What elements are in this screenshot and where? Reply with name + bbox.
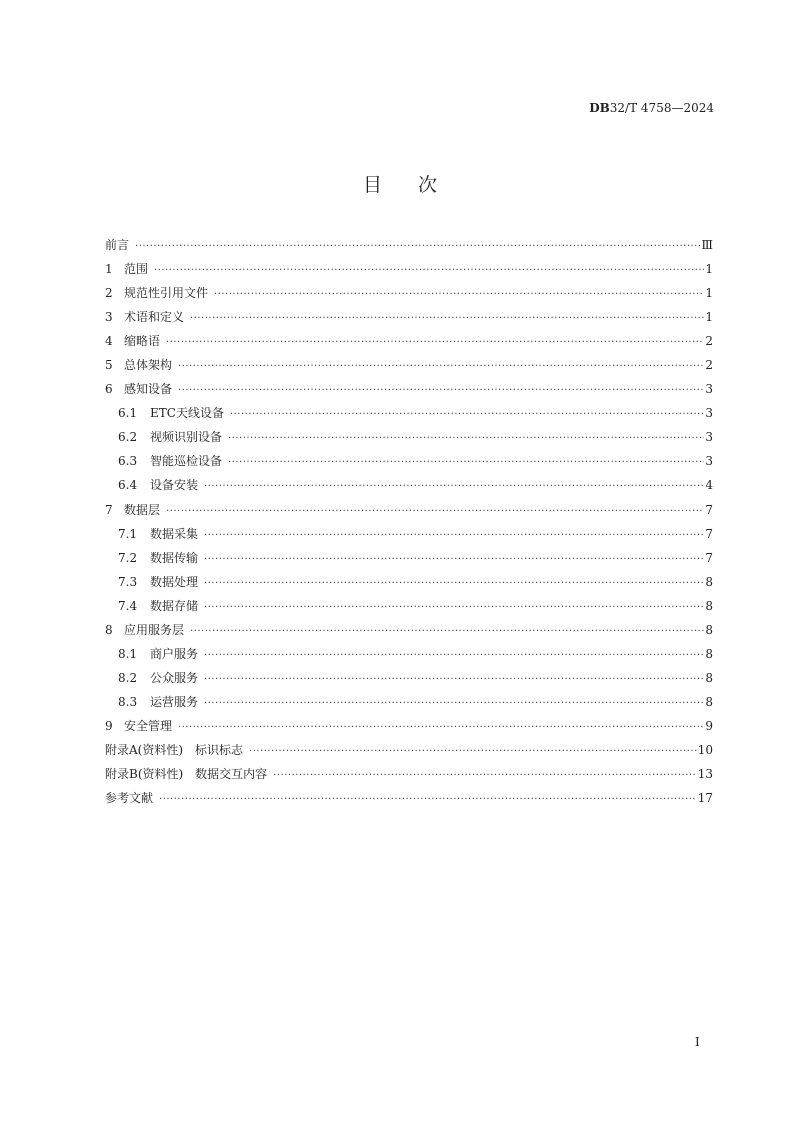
toc-page: 17 (697, 791, 713, 806)
toc-label: 感知设备 (124, 382, 173, 397)
toc-entry[interactable] (105, 573, 713, 597)
toc-page: 13 (697, 767, 713, 782)
toc-label: 公众服务 (150, 670, 199, 685)
dot-leader (204, 530, 704, 541)
toc-label: 附录A(资料性) 标识标志 (105, 742, 244, 757)
toc-page: 3 (705, 382, 713, 397)
toc-page: 8 (705, 694, 713, 709)
toc-label: 缩略语 (124, 334, 161, 349)
toc-label: 应用服务层 (124, 622, 185, 637)
toc-page: 8 (705, 646, 713, 661)
dot-leader (204, 650, 704, 661)
toc-entry[interactable] (105, 476, 713, 500)
toc-label: 数据存储 (150, 598, 199, 613)
toc-entry[interactable] (105, 621, 713, 645)
dot-leader (178, 385, 704, 396)
dot-leader (166, 337, 704, 348)
toc-number: 5 (105, 358, 113, 373)
toc-number: 6.4 (118, 478, 138, 493)
toc-number: 7 (105, 502, 113, 517)
toc-entry[interactable] (105, 549, 713, 573)
dot-leader (249, 746, 697, 757)
toc-page: 4 (705, 478, 713, 493)
toc-number: 4 (105, 334, 113, 349)
toc-label: 数据处理 (150, 574, 199, 589)
toc-number: 8.3 (118, 694, 138, 709)
toc-page: 1 (705, 310, 713, 325)
toc-label: 参考文献 (105, 791, 154, 806)
toc-entry[interactable] (105, 332, 713, 356)
dot-leader (190, 313, 704, 324)
toc-page: 8 (705, 670, 713, 685)
dot-leader (228, 457, 704, 468)
toc-entry[interactable] (105, 669, 713, 693)
dot-leader (204, 698, 704, 709)
toc-number: 7.2 (118, 550, 138, 565)
toc-number: 8 (105, 622, 113, 637)
toc-page: 2 (705, 358, 713, 373)
toc-entry[interactable] (105, 404, 713, 428)
toc-label: 附录B(资料性) 数据交互内容 (105, 767, 268, 782)
toc-label: ETC天线设备 (150, 406, 224, 421)
toc-label: 范围 (124, 262, 149, 277)
toc-number: 6 (105, 382, 113, 397)
toc-label: 前言 (105, 238, 130, 252)
dot-leader (228, 433, 704, 444)
dot-leader (230, 409, 704, 420)
dot-leader (190, 626, 704, 637)
toc-page: Ⅲ (701, 238, 713, 252)
toc-number: 1 (105, 262, 113, 277)
toc-number: 8.2 (118, 670, 138, 685)
title-char: 目 (362, 174, 382, 196)
toc-entry[interactable] (105, 260, 713, 284)
toc-label: 总体架构 (124, 358, 173, 373)
toc-entry[interactable] (105, 693, 713, 717)
toc-entry[interactable] (105, 741, 713, 765)
toc-number: 9 (105, 718, 113, 733)
toc-number: 7.1 (118, 526, 138, 541)
toc-number: 6.2 (118, 430, 138, 445)
toc-label: 商户服务 (150, 646, 199, 661)
toc-entry[interactable] (105, 525, 713, 549)
title-char: 次 (418, 174, 438, 196)
toc-page: 8 (705, 598, 713, 613)
toc-entry[interactable] (105, 789, 713, 813)
page-title (0, 170, 800, 197)
toc-page: 7 (705, 550, 713, 565)
toc-page: 1 (705, 262, 713, 277)
toc-page: 3 (705, 454, 713, 469)
toc-page: 1 (705, 286, 713, 301)
toc-entry[interactable] (105, 645, 713, 669)
dot-leader (214, 289, 704, 300)
toc-number: 2 (105, 286, 113, 301)
toc-label: 数据层 (124, 502, 161, 517)
toc-label: 数据传输 (150, 550, 199, 565)
page-number: I (695, 1035, 700, 1049)
toc-entry[interactable] (105, 428, 713, 452)
dot-leader (273, 770, 697, 781)
toc-number: 7.3 (118, 574, 138, 589)
toc-entry[interactable] (105, 452, 713, 476)
dot-leader (178, 361, 704, 372)
toc-entry[interactable] (105, 380, 713, 404)
toc-entry[interactable] (105, 597, 713, 621)
toc-page: 3 (705, 406, 713, 421)
toc-page: 8 (705, 574, 713, 589)
toc-number: 3 (105, 310, 113, 325)
toc-page: 9 (705, 718, 713, 733)
toc-number: 8.1 (118, 646, 138, 661)
toc-label: 智能巡检设备 (150, 454, 223, 469)
dot-leader (154, 265, 704, 276)
document-code (589, 101, 714, 115)
table-of-contents (105, 236, 713, 813)
toc-label: 运营服务 (150, 694, 199, 709)
dot-leader (204, 674, 704, 685)
toc-label: 安全管理 (124, 718, 173, 733)
dot-leader (166, 506, 704, 517)
toc-entry[interactable] (105, 717, 713, 741)
toc-label: 设备安装 (150, 478, 199, 493)
toc-label: 术语和定义 (124, 310, 185, 325)
toc-entry[interactable] (105, 765, 713, 789)
toc-label: 规范性引用文件 (124, 286, 209, 301)
toc-entry[interactable] (105, 356, 713, 380)
dot-leader (204, 481, 704, 492)
toc-entry[interactable] (105, 501, 713, 525)
toc-page: 10 (697, 742, 713, 757)
toc-entry[interactable] (105, 236, 713, 260)
dot-leader (178, 722, 704, 733)
toc-label: 数据采集 (150, 526, 199, 541)
dot-leader (204, 602, 704, 613)
toc-page: 7 (705, 526, 713, 541)
toc-number: 6.3 (118, 454, 138, 469)
toc-number: 7.4 (118, 598, 138, 613)
toc-entry[interactable] (105, 284, 713, 308)
dot-leader (159, 794, 697, 805)
dot-leader (204, 554, 704, 565)
toc-label: 视频识别设备 (150, 430, 223, 445)
toc-number: 6.1 (118, 406, 138, 421)
code-number: 4758—2024 (640, 101, 714, 115)
toc-page: 7 (705, 502, 713, 517)
toc-page: 2 (705, 334, 713, 349)
toc-entry[interactable] (105, 308, 713, 332)
code-prefix: DB (589, 101, 610, 115)
dot-leader (204, 578, 704, 589)
dot-leader (135, 241, 700, 252)
code-suffix: 32/T (609, 101, 638, 115)
toc-page: 8 (705, 622, 713, 637)
toc-page: 3 (705, 430, 713, 445)
